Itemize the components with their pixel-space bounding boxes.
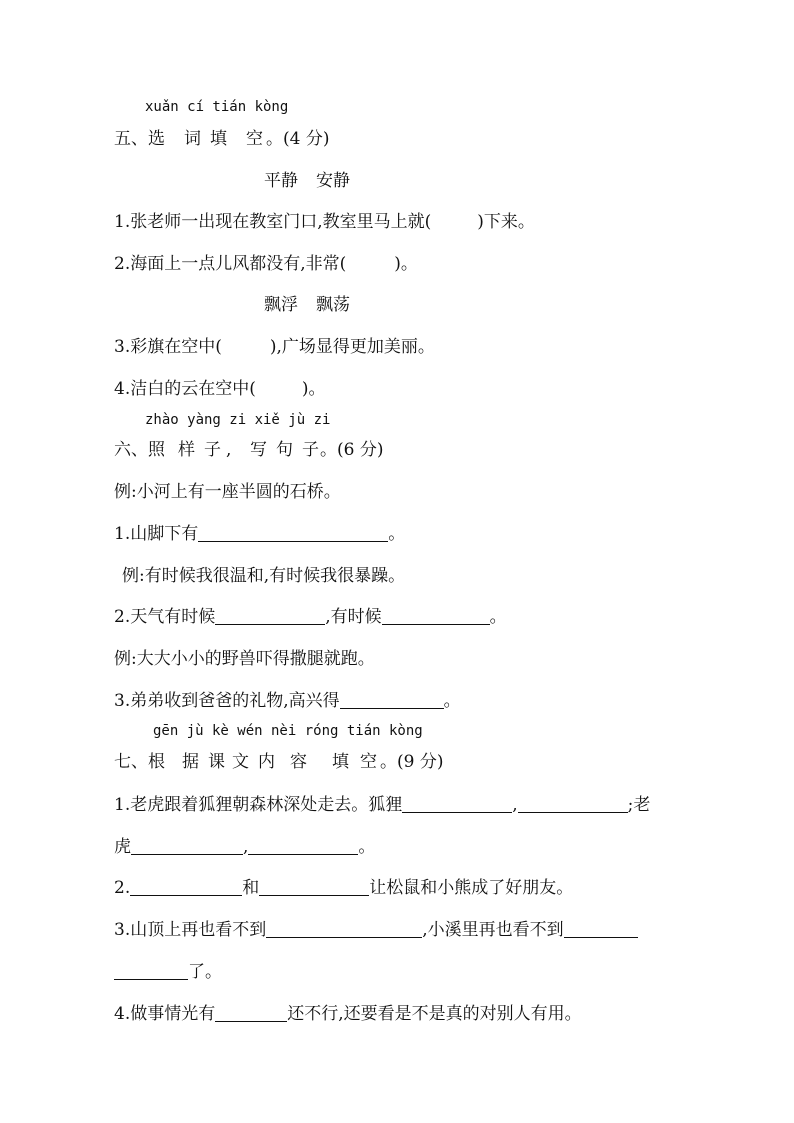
word-choices-2: 飘浮 飘荡 — [264, 295, 350, 315]
answer-blank[interactable] — [340, 690, 444, 709]
section7-number: 七、 — [114, 752, 148, 772]
s7-question-1: 1.老虎跟着狐狸朝森林深处走去。狐狸 , ;老 — [114, 795, 651, 815]
answer-blank[interactable] — [215, 606, 325, 625]
answer-blank[interactable] — [564, 919, 638, 938]
s7-question-2: 2. 和 让松鼠和小熊成了好朋友。 — [114, 878, 574, 898]
section5-heading: 五、选 词 填 空 。(4 分) — [114, 129, 330, 149]
s6-question-1: 1.山脚下有 。 — [114, 524, 406, 544]
s6-example-2: 例:有时候我很温和,有时候我很暴躁。 — [122, 566, 406, 586]
section6-heading: 六、照 样 子 , 写 句 子。(6 分) — [114, 440, 384, 460]
s7-question-3: 3.山顶上再也看不到 ,小溪里再也看不到 — [114, 919, 638, 941]
answer-blank[interactable] — [131, 836, 243, 855]
word-choices-1: 平静 安静 — [264, 171, 350, 191]
s5-question-1: 1.张老师一出现在教室门口,教室里马上就( )下来。 — [114, 212, 535, 232]
s6-question-2: 2.天气有时候 ,有时候 。 — [114, 607, 507, 627]
answer-blank[interactable] — [518, 794, 628, 813]
answer-blank[interactable] — [382, 606, 490, 625]
s6-example-3: 例:大大小小的野兽吓得撒腿就跑。 — [114, 649, 375, 669]
s5-question-2: 2.海面上一点儿风都没有,非常( )。 — [114, 254, 418, 274]
answer-blank[interactable] — [198, 523, 388, 542]
section5-number: 五、 — [114, 129, 148, 149]
answer-blank[interactable] — [215, 1003, 287, 1022]
s7-question-4: 4.做事情光有 还不行,还要看是不是真的对别人有用。 — [114, 1004, 582, 1024]
s6-example-1: 例:小河上有一座半圆的石桥。 — [114, 482, 341, 502]
answer-blank[interactable] — [259, 877, 369, 896]
s5-question-3: 3.彩旗在空中( ),广场显得更加美丽。 — [114, 337, 435, 357]
s5-question-4: 4.洁白的云在空中( )。 — [114, 379, 326, 399]
section6-pinyin: zhào yàng zi xiě jù zi — [145, 412, 331, 428]
s7-question-1-cont: 虎 , 。 — [114, 837, 376, 857]
answer-blank[interactable] — [402, 794, 512, 813]
section6-number: 六、 — [114, 440, 148, 460]
s6-question-3: 3.弟弟收到爸爸的礼物,高兴得 。 — [114, 691, 461, 711]
section7-heading: 七、根 据 课 文 内 容 填 空 。(9 分) — [114, 752, 444, 772]
section7-pinyin: gēn jù kè wén nèi róng tián kòng — [153, 723, 423, 739]
answer-blank[interactable] — [114, 961, 188, 980]
answer-blank[interactable] — [266, 919, 422, 938]
answer-blank[interactable] — [248, 836, 358, 855]
answer-blank[interactable] — [130, 877, 242, 896]
section5-pinyin: xuǎn cí tián kòng — [145, 99, 289, 115]
s7-question-3-cont: 了。 — [114, 961, 222, 983]
